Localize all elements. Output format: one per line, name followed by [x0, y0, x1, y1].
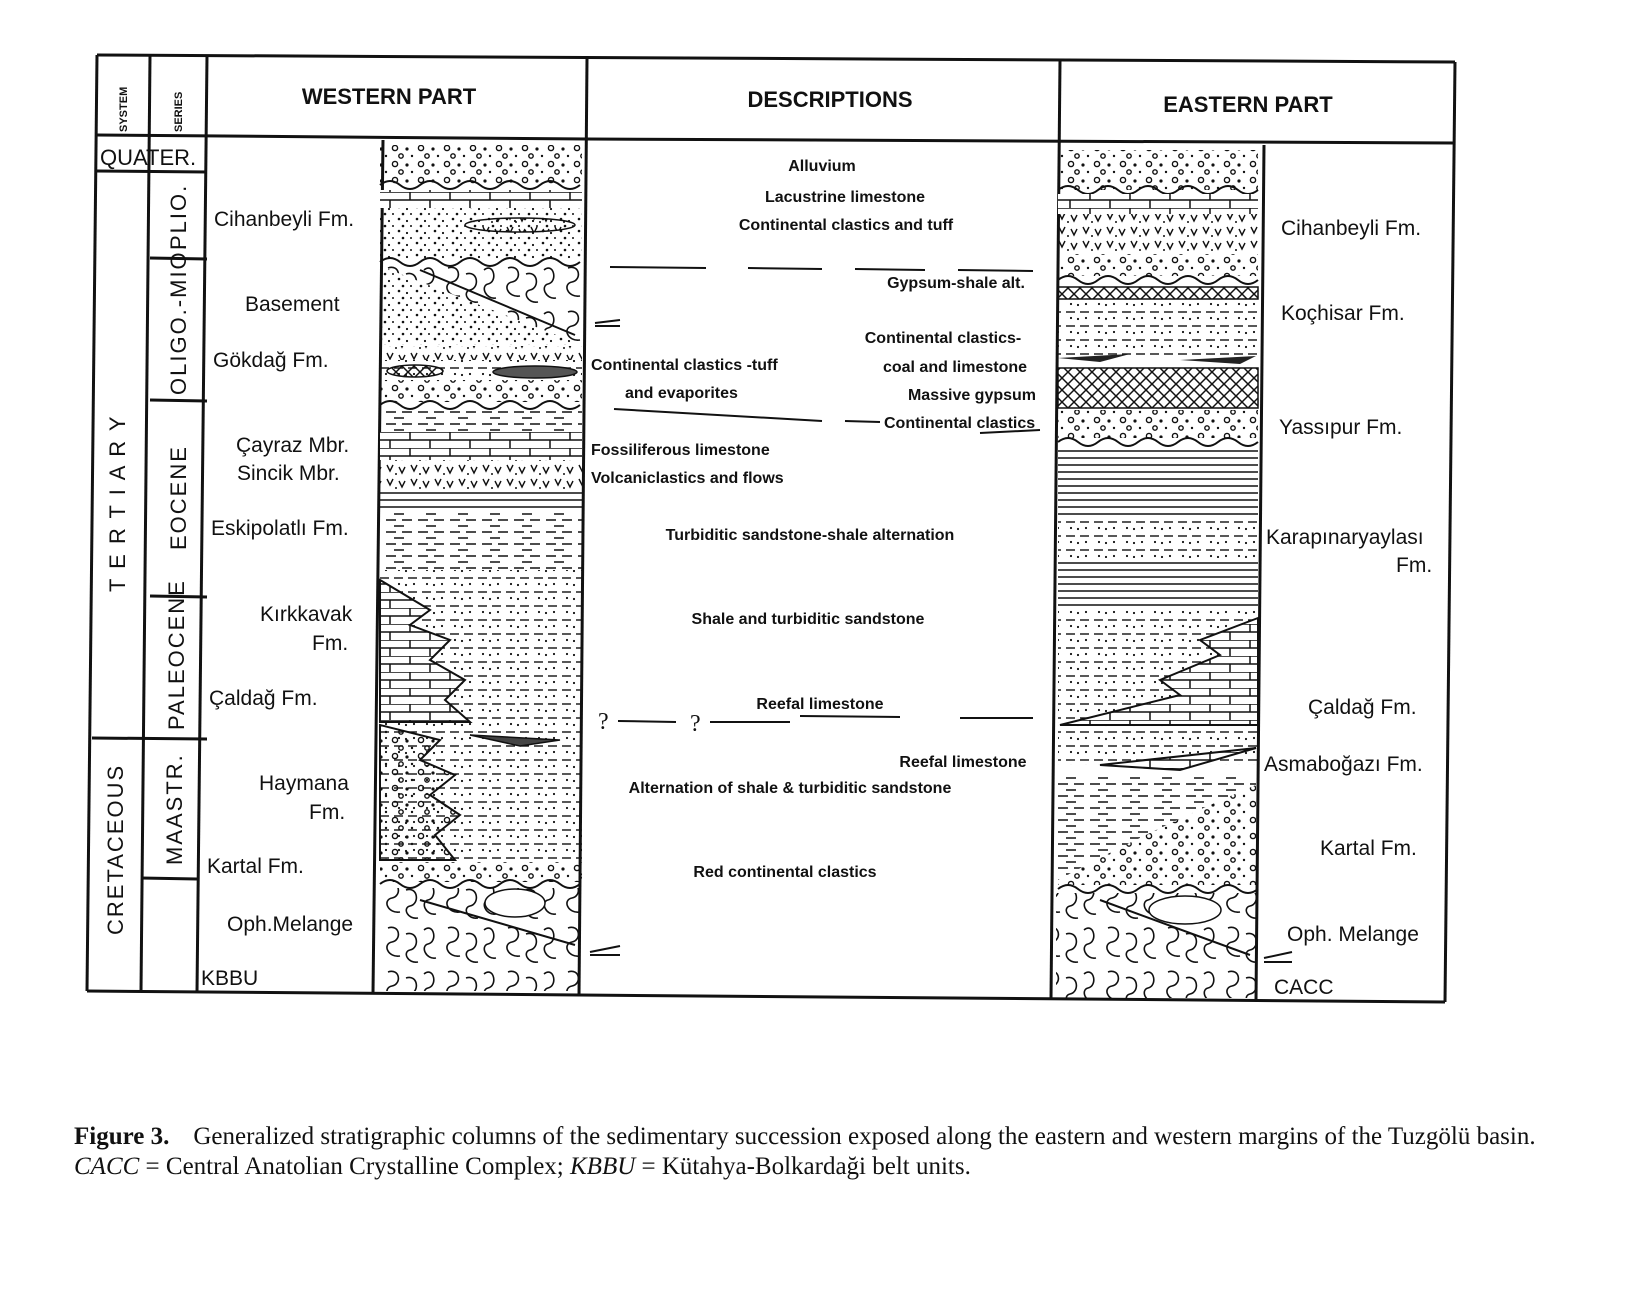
descriptions-column	[590, 158, 1040, 955]
e-cacc-label: CACC	[1274, 976, 1334, 999]
w-gokdag-layer	[380, 346, 582, 360]
desc-turbiditic: Turbiditic sandstone-shale alternation	[665, 527, 955, 544]
w-gokdag-label: Gökdağ Fm.	[213, 349, 329, 372]
desc-cont-clastics-evap-2: and evaporites	[625, 385, 738, 402]
desc-alternation: Alternation of shale & turbiditic sandstone	[628, 780, 952, 797]
desc-cont-clastics-coal-1: Continental clastics-	[864, 330, 1022, 347]
desc-red-continental: Red continental clastics	[693, 864, 877, 881]
desc-cont-clastics: Continental clastics	[884, 415, 1036, 432]
series-eocene: EOCENE	[166, 445, 191, 550]
w-kirkkavak-fm-label: Fm.	[312, 632, 349, 655]
w-kbbu-label: KBBU	[201, 967, 259, 990]
e-karapinar-layer	[1058, 518, 1258, 558]
e-yassipur-layer	[1058, 410, 1258, 438]
e-kartal-label: Kartal Fm.	[1320, 837, 1417, 860]
desc-massive-gypsum: Massive gypsum	[907, 387, 1037, 404]
w-melange-layer	[378, 888, 580, 991]
western-lithology-column	[378, 145, 582, 991]
eastern-part-header: EASTERN PART	[1163, 92, 1333, 117]
e-kochisar-layer	[1058, 300, 1258, 355]
w-oph-label: Oph.Melange	[227, 913, 354, 936]
w-cayraz-layer	[380, 432, 582, 460]
caption-cacc-def: = Central Anatolian Crystalline Complex;	[145, 1153, 564, 1180]
caption-cacc-abbr: CACC	[74, 1153, 140, 1180]
w-cayraz-label: Çayraz Mbr.	[236, 434, 350, 457]
e-cihanbeyli-label: Cihanbeyli Fm.	[1281, 217, 1422, 240]
w-haymana-label: Haymana	[259, 772, 349, 795]
e-kochisar-label: Koçhisar Fm.	[1281, 302, 1405, 325]
eastern-labels	[1264, 217, 1432, 999]
w-alluvium-layer	[380, 145, 582, 185]
e-asmabogazi-label: Asmaboğazı Fm.	[1264, 753, 1423, 776]
caption-figure-number: Figure 3.	[74, 1123, 170, 1150]
desc-volcaniclastics: Volcaniclastics and flows	[591, 470, 784, 487]
e-caldag-label: Çaldağ Fm.	[1308, 696, 1417, 719]
desc-lacustrine: Lacustrine limestone	[764, 189, 926, 206]
w-cont-clastics-layer	[380, 208, 582, 260]
system-cretaceous: CRETACEOUS	[103, 763, 128, 935]
series-maastr: MAASTR.	[162, 753, 187, 865]
w-kartal-label: Kartal Fm.	[207, 855, 304, 878]
e-alluvium-layer	[1058, 150, 1258, 190]
e-yassipur-label: Yassıpur Fm.	[1279, 416, 1403, 439]
w-sincik-label: Sincik Mbr.	[237, 462, 340, 485]
e-gypsum-layer	[1058, 368, 1258, 408]
desc-cont-clastics-tuff: Continental clastics and tuff	[738, 217, 954, 234]
desc-fossiliferous: Fossiliferous limestone	[591, 442, 770, 459]
e-karapinar-label: Karapınaryaylası	[1266, 526, 1424, 549]
caption-kbbu-abbr: KBBU	[570, 1153, 636, 1180]
w-basement-label: Basement	[245, 293, 340, 316]
western-labels	[201, 208, 354, 990]
w-sincik-layer	[380, 460, 582, 490]
desc-alluvium: Alluvium	[788, 158, 856, 175]
w-lacustrine-layer	[380, 190, 582, 208]
desc-reefal-1: Reefal limestone	[756, 696, 884, 713]
w-eskipolatli-layer	[380, 510, 582, 570]
e-karapinar-fm-label: Fm.	[1396, 554, 1433, 577]
desc-question-1: ?	[598, 709, 609, 735]
desc-gypsum-shale: Gypsum-shale alt.	[887, 275, 1025, 292]
system-quater: QUATER.	[100, 145, 197, 170]
series-plio: PLIO.	[166, 183, 191, 250]
caption-text: Generalized stratigraphic columns of the sedimentary succession exposed along the eastern and western margins of the Tuzgölü basin.	[193, 1123, 1536, 1150]
desc-question-2: ?	[690, 711, 701, 737]
series-header: SERIES	[173, 91, 185, 132]
descriptions-header: DESCRIPTIONS	[747, 87, 913, 112]
caption-kbbu-def: = Kütahya-Bolkardaği belt units.	[641, 1153, 971, 1180]
series-oligo-mio: OLIGO.-MIO.	[166, 242, 191, 395]
desc-cont-clastics-evap-1: Continental clastics -tuff	[591, 357, 778, 374]
e-oph-label: Oph. Melange	[1287, 923, 1419, 946]
western-part-header: WESTERN PART	[301, 84, 477, 109]
series-paleocene: PALEOCENE	[164, 579, 189, 730]
w-caldag-label: Çaldağ Fm.	[209, 687, 318, 710]
w-haymana-fm-label: Fm.	[309, 801, 346, 824]
desc-cont-clastics-coal-2: coal and limestone	[882, 359, 1028, 376]
desc-reefal-2: Reefal limestone	[899, 754, 1027, 771]
system-header: SYSTEM	[118, 86, 130, 132]
w-cihanbeyli-label: Cihanbeyli Fm.	[214, 208, 355, 231]
w-eskipolatli-label: Eskipolatlı Fm.	[211, 517, 349, 540]
w-kirkkavak-label: Kırkkavak	[260, 603, 353, 626]
desc-shale-turbiditic: Shale and turbiditic sandstone	[691, 611, 925, 628]
figure-caption	[74, 1122, 1544, 1182]
system-tertiary: T E R T I A R Y	[105, 414, 130, 592]
